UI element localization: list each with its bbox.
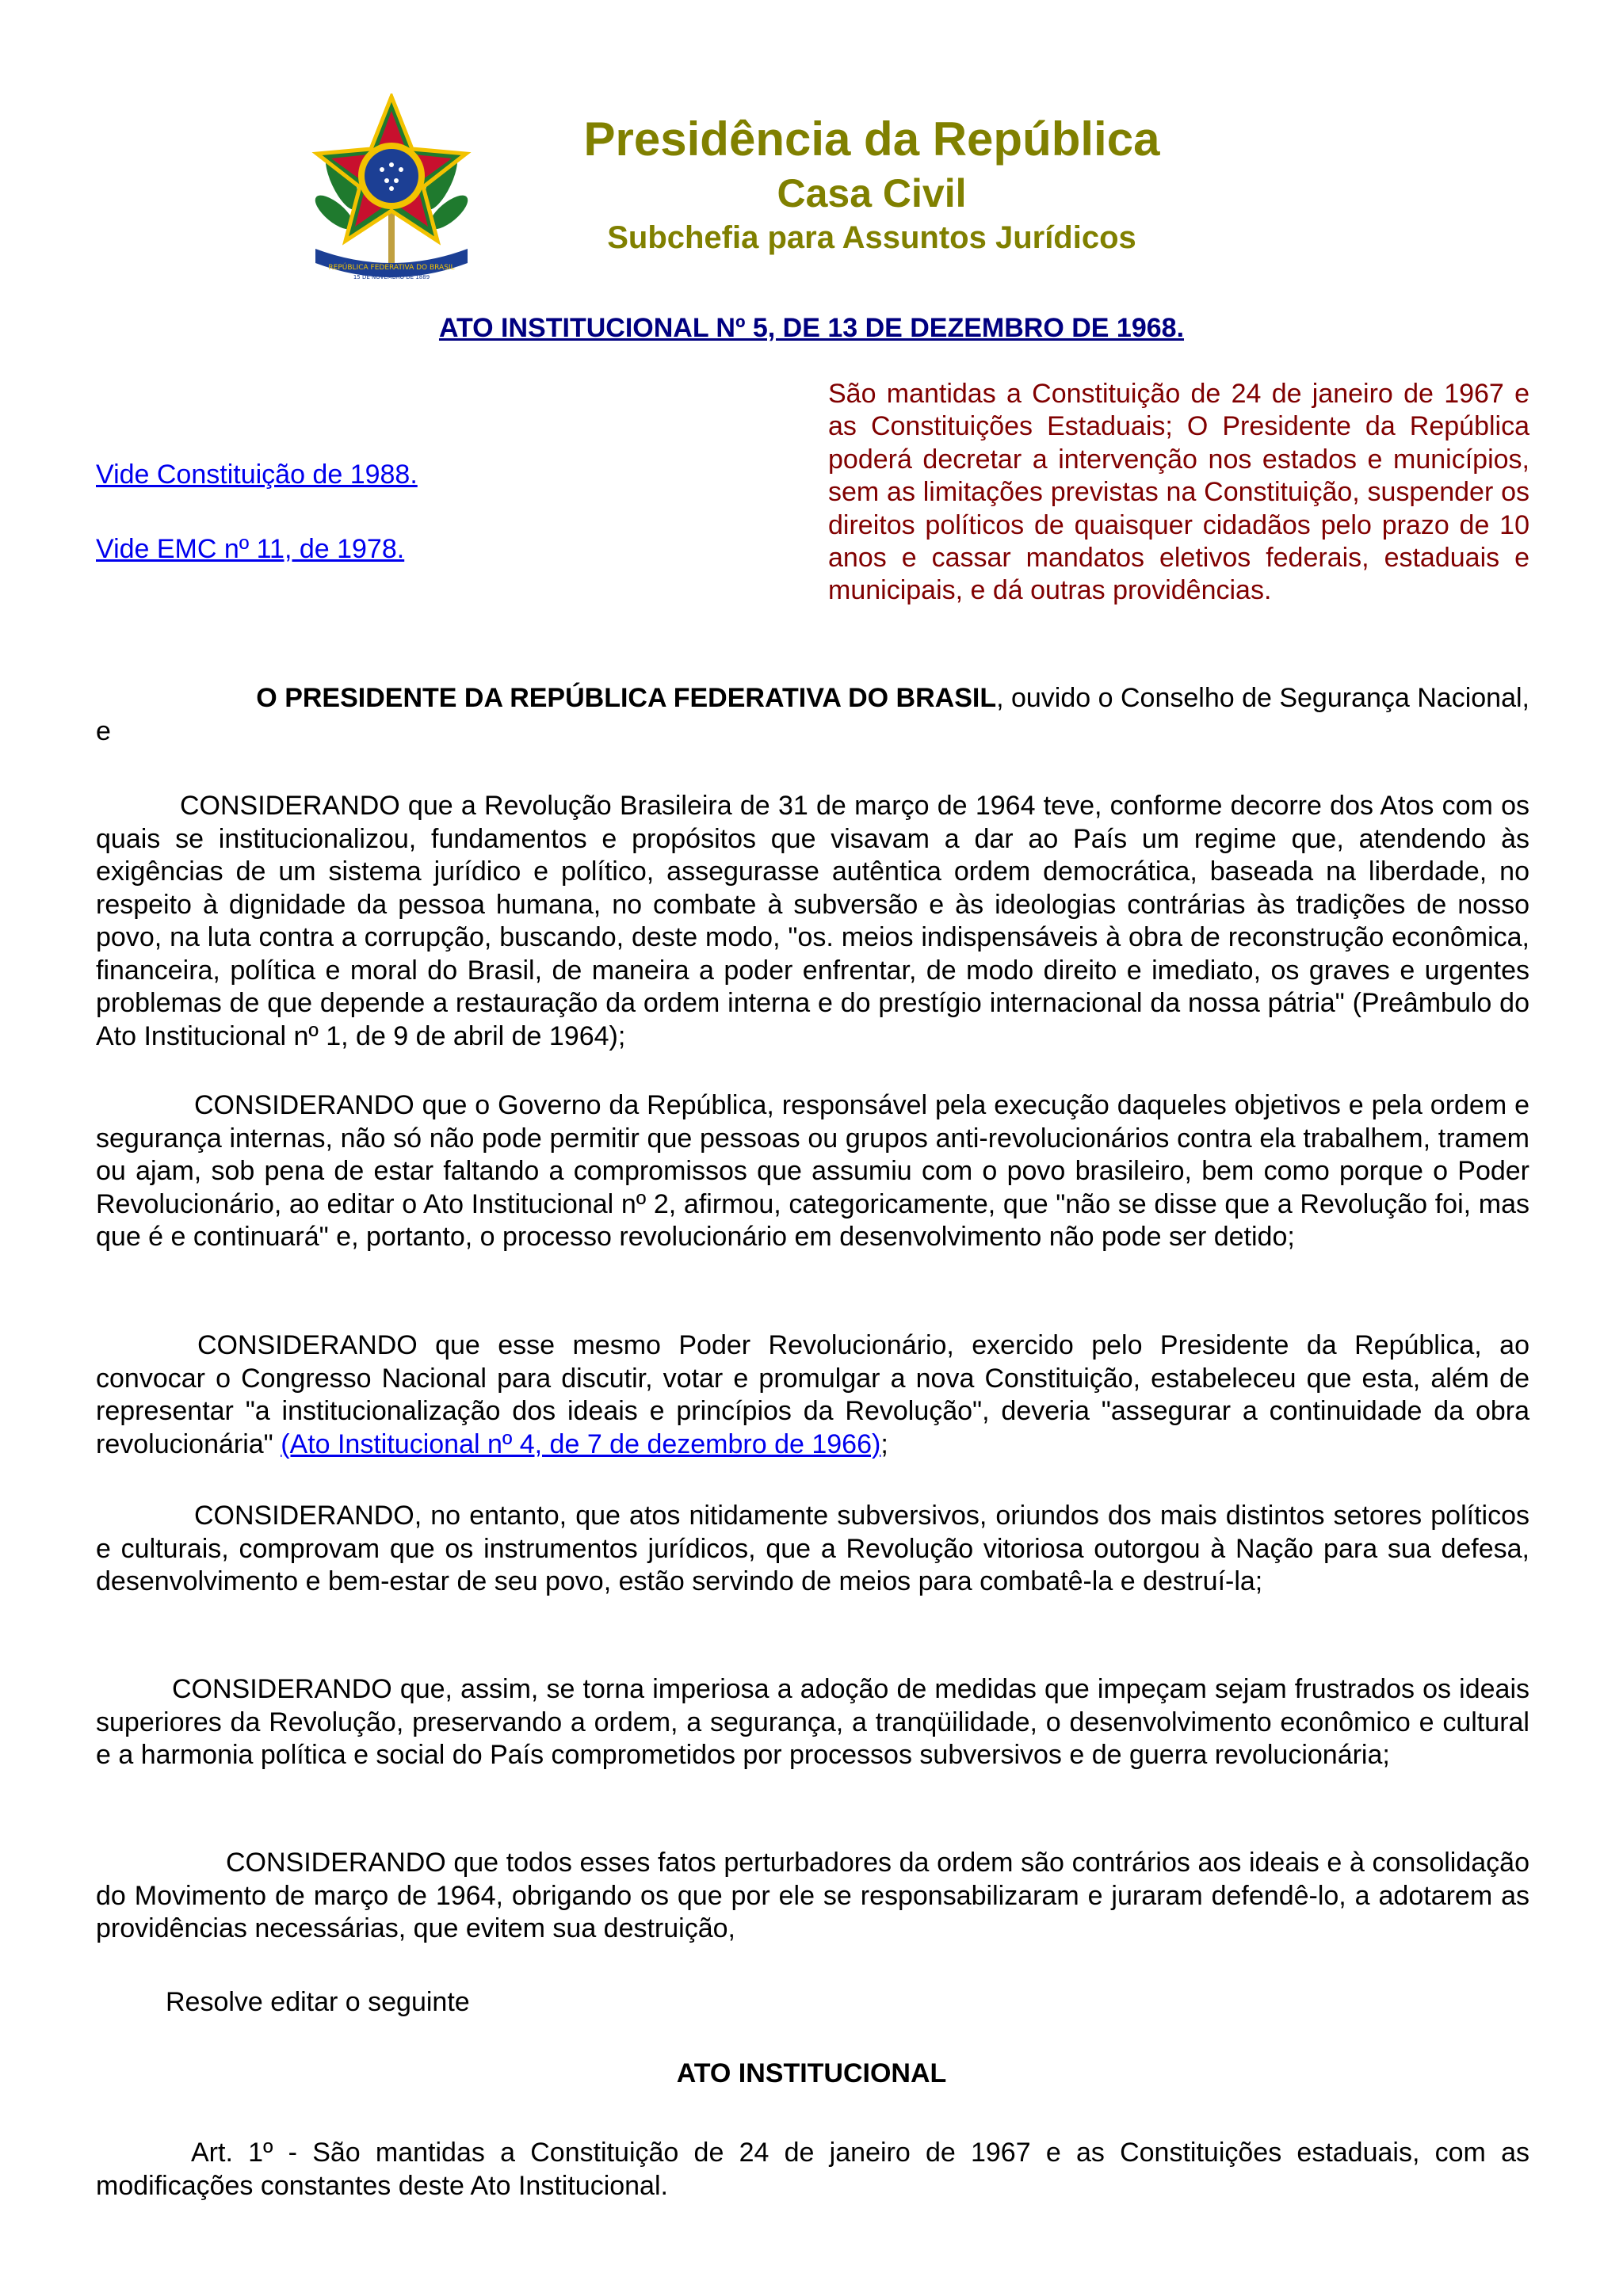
coat-date-text: 15 DE NOVEMBRO DE 1889: [353, 274, 430, 280]
ato-institucional-heading: ATO INSTITUCIONAL: [676, 2058, 947, 2088]
preamble-rest: , ouvido o Conselho de Segurança Nacional,: [996, 683, 1529, 713]
vide-emc-11-1978: [96, 532, 404, 566]
preamble: [96, 681, 1529, 748]
header-presidencia: Presidência da República: [583, 113, 1160, 166]
header-casa-civil: Casa Civil: [777, 171, 967, 215]
considerando-5: CONSIDERANDO que, assim, se torna imperiosa a adoção de medidas que impeçam sejam frustrados os ideais superiores da Revolução, preservando a ordem, a segurança, a tranqüilidade, o desenvolvimento econômico e cultural e a harmonia política e social do País comprometidos por processos subversivos e de guerra revolucionária;: [96, 1674, 1529, 1770]
considerando-4: CONSIDERANDO, no entanto, que atos nitidamente subversivos, oriundos dos mais distintos setores políticos e culturais, comprovam que os instrumentos jurídicos, que a Revolução vitoriosa outorgou à Nação para sua defesa, desenvolvimento e bem-estar de seu povo, estão servindo de meios para combatê-la e destruí-la;: [96, 1501, 1529, 1596]
considerando-3: [96, 1329, 1529, 1461]
vide-emc-link[interactable]: Vide EMC nº 11, de 1978.: [96, 534, 405, 564]
considerando-1: CONSIDERANDO que a Revolução Brasileira de 31 de março de 1964 teve, conforme decorre dos Atos com os quais se institucionalizou, fundamentos e propósitos que visavam a dar ao País um regime que, atendendo às exigências de um sistema jurídico e político, assegurasse autêntica ordem democrática, baseada na liberdade, no respeito à dignidade da pessoa humana, no combate à subversão e às ideologias contrárias às tradições de nosso povo, na luta contra a corrupção, buscando, deste modo, "os. meios indispensáveis à obra de reconstrução econômica, financeira, política e moral do Brasil, de maneira a poder enfrentar, de modo direito e imediato, os graves e urgentes problemas de que depende a restauração da ordem interna e do prestígio internacional da nossa pátria" (Preâmbulo do Ato Institucional nº 1, de 9 de abril de 1964);: [96, 791, 1529, 1051]
coat-ribbon-text: REPÚBLICA FEDERATIVA DO BRASIL: [328, 264, 455, 272]
preamble-bold: O PRESIDENTE DA REPÚBLICA FEDERATIVA DO BRASIL: [256, 683, 997, 713]
document-title-link[interactable]: ATO INSTITUCIONAL Nº 5, DE 13 DE DEZEMBRO DE 1968.: [438, 313, 1185, 343]
brazil-coat-of-arms-icon: [311, 93, 472, 280]
article-1: Art. 1º - São mantidas a Constituição de 24 de janeiro de 1967 e as Constituições estaduais, com as modificações constantes deste Ato Institucional.: [96, 2138, 1529, 2201]
ementa: São mantidas a Constituição de 24 de janeiro de 1967 e as Constituições Estaduais; O Presidente da República poderá decretar a intervenção nos estados e municípios, sem as limitações previstas na Constituição, suspender os direitos políticos de quaisquer cidadãos pelo prazo de 10 anos e cassar mandatos eletivos federais, estaduais e municipais, e dá outras providências.: [828, 379, 1529, 606]
vide-constituicao-1988: [96, 458, 418, 491]
considerando-6: CONSIDERANDO que todos esses fatos perturbadores da ordem são contrários aos ideais e à consolidação do Movimento de março de 1964, obrigando os que por ele se responsabilizaram e juraram defendê-lo, a adotarem as providências necessárias, que evitem sua destruição,: [96, 1848, 1529, 1943]
document-title: [0, 311, 1623, 345]
considerando-3-text: CONSIDERANDO que esse mesmo Poder Revolucionário, exercido pelo Presidente da República, ao convocar o Congresso Nacional para discutir, votar e promulgar a nova Constituição, estabeleceu que esta, além de representar "a institucionalização dos ideais e princípios da Revolução", deveria "assegurar a continuidade da obra revolucionária": [96, 1330, 1529, 1459]
considerando-2: CONSIDERANDO que o Governo da República, responsável pela execução daqueles objetivos e pela ordem e segurança internas, não só não pode permitir que pessoas ou grupos anti-revolucionários contra ela trabalhem, tramem ou ajam, sob pena de estar faltando a compromissos que assumiu com o povo brasileiro, bem como porque o Poder Revolucionário, ao editar o Ato Institucional nº 2, afirmou, categoricamente, que "não se disse que a Revolução foi, mas que é e continuará" e, portanto, o processo revolucionário em desenvolvimento não pode ser detido;: [96, 1090, 1529, 1252]
considerando-3-after: ;: [880, 1428, 888, 1459]
resolve-text: Resolve editar o seguinte: [166, 1987, 470, 2017]
preamble-line: [96, 681, 1529, 715]
header-subchefia: Subchefia para Assuntos Jurídicos: [607, 220, 1136, 255]
vide-constituicao-link[interactable]: Vide Constituição de 1988.: [96, 460, 418, 490]
ato-institucional-4-link[interactable]: (Ato Institucional nº 4, de 7 de dezembro de 1966): [281, 1428, 881, 1459]
preamble-conjunction: e: [96, 716, 111, 746]
